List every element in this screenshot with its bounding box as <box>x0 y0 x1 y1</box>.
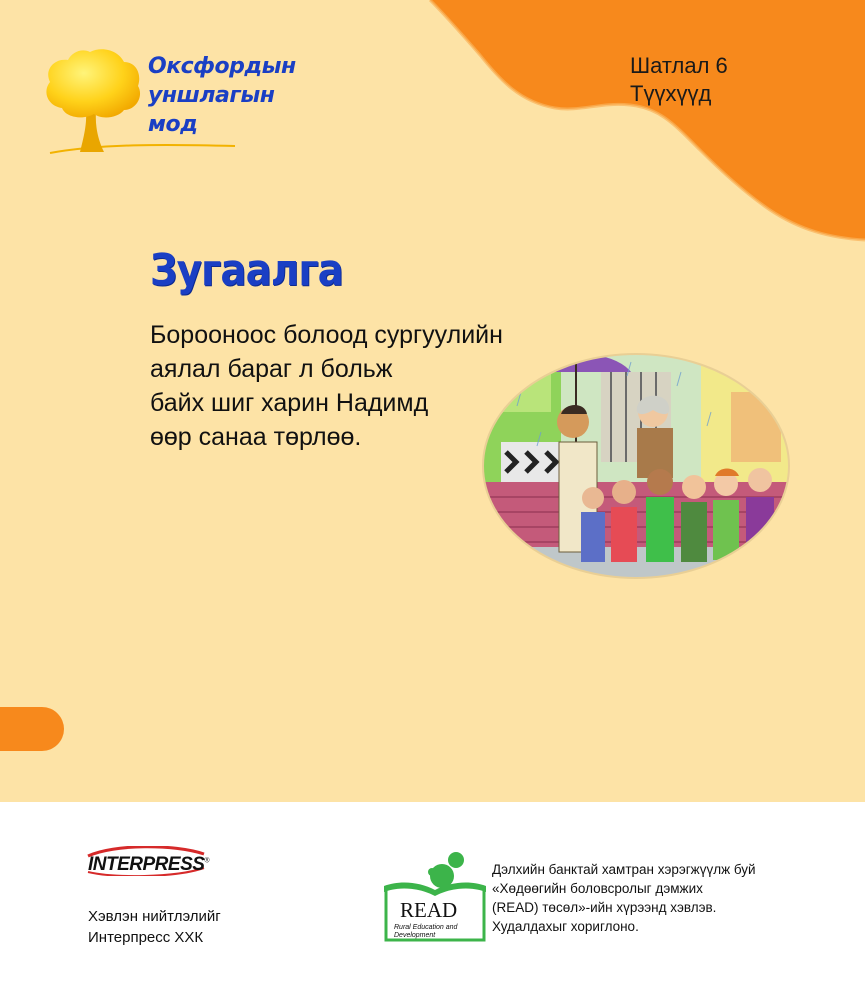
book-title: Зугаалга <box>150 245 343 296</box>
read-logo-text: READ <box>400 898 458 922</box>
level-line: Шатлал 6 <box>630 53 728 78</box>
notice-line: «Хөдөөгийн боловсролыг дэмжих <box>492 881 703 896</box>
footer <box>0 802 865 1000</box>
series-name-line: Оксфордын <box>148 54 296 79</box>
series-name-line: уншлагын <box>148 83 275 108</box>
notice-line: Дэлхийн банктай хамтран хэрэгжүүлж буй <box>492 862 756 877</box>
notice-line: Худалдахыг хориглоно. <box>492 919 639 934</box>
series-name <box>148 52 296 139</box>
orange-side-tab <box>0 707 64 751</box>
read-project-notice <box>492 860 832 936</box>
interpress-logo <box>88 854 209 876</box>
series-name-line: мод <box>148 112 198 137</box>
level-category: Түүхүүд <box>630 81 712 106</box>
notice-line: (READ) төсөл»-ийн хүрээнд хэвлэв. <box>492 900 717 915</box>
read-logo <box>380 850 490 942</box>
book-blurb: Бороонoос болоод сургуулийн аялал бараг л больж байх шиг харин Надимд өөр санаа төрлөө. <box>150 321 503 451</box>
read-logo-subtitle: Rural Education and Development <box>394 924 458 939</box>
publisher-name: Интерпресс ХХК <box>88 929 204 946</box>
publisher-line: Хэвлэн нийтлэлийг <box>88 908 221 925</box>
rainy-street-scene-illustration <box>481 352 791 580</box>
interpress-logo-text: INTERPRESS® <box>88 854 210 875</box>
publisher-credit <box>88 906 221 948</box>
level-label <box>630 52 728 108</box>
